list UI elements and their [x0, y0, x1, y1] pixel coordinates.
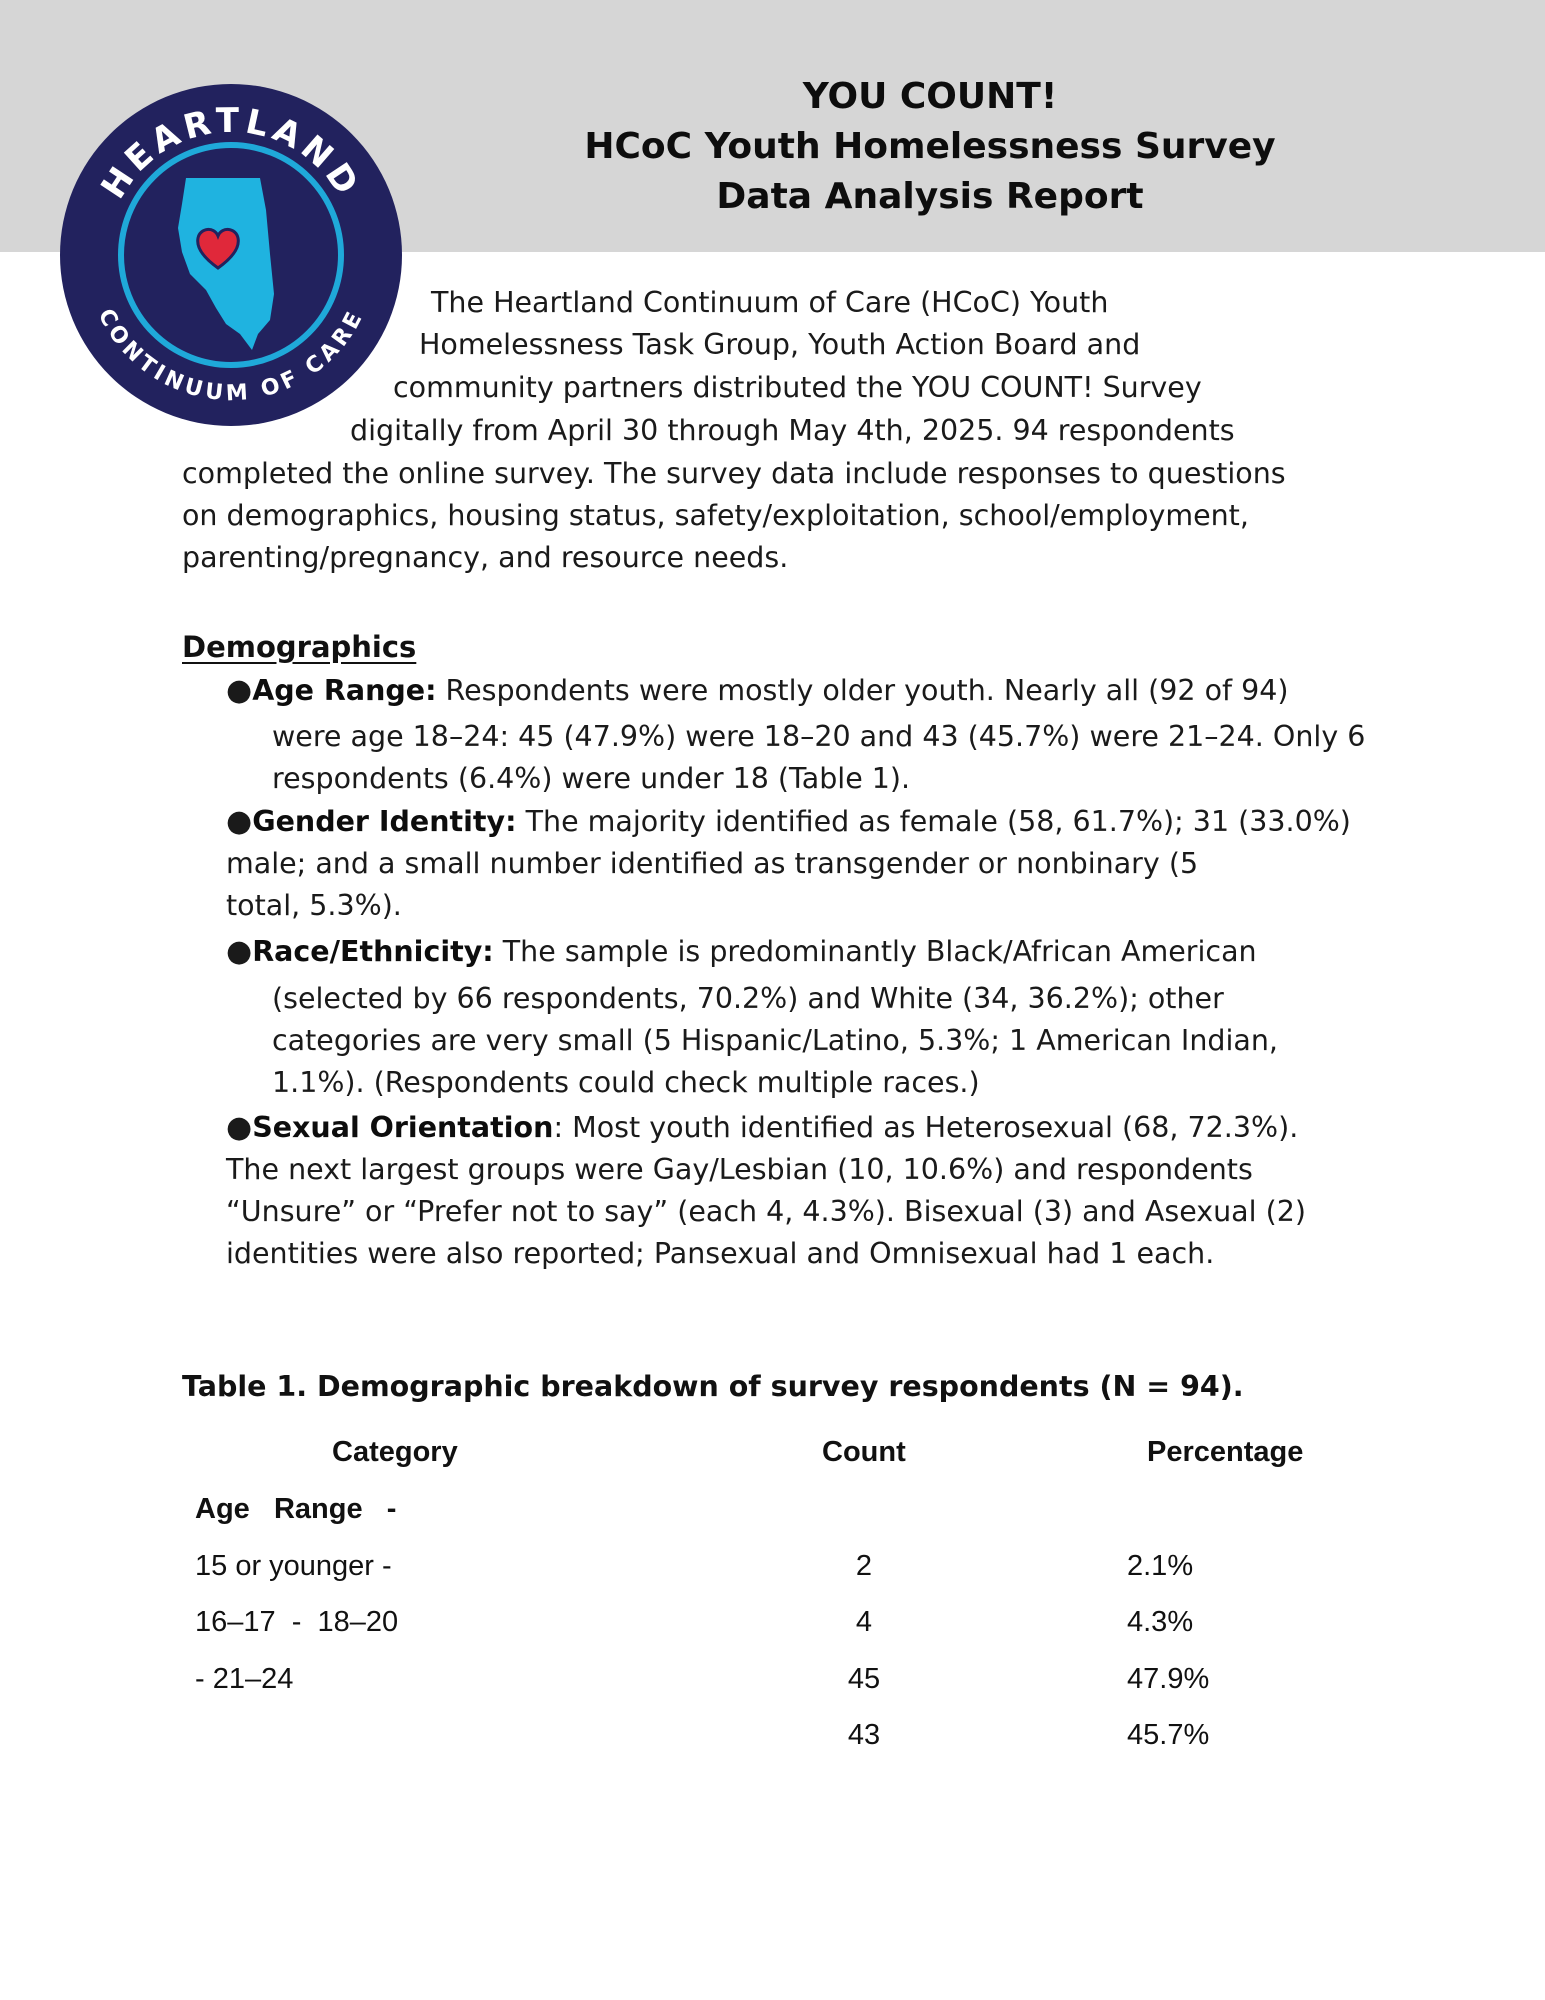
race-line: categories are very small (5 Hispanic/Latino, 5.3%; 1 American Indian, — [272, 1024, 1278, 1057]
orientation-bullet — [226, 1107, 1298, 1149]
title-line-3: Data Analysis Report — [716, 176, 1144, 217]
intro-line: community partners distributed the YOU COUNT! Survey — [393, 371, 1202, 404]
percentage-cell: 2.1% — [1127, 1550, 1194, 1582]
age-range-label: Age Range: — [252, 674, 437, 707]
intro-line: digitally from April 30 through May 4th, 2025. 94 respondents — [350, 414, 1235, 447]
title-line-2: HCoC Youth Homelessness Survey — [584, 126, 1276, 167]
bullet-icon: ● — [226, 804, 253, 839]
intro-line: on demographics, housing status, safety/exploitation, school/employment, — [182, 499, 1249, 532]
intro-line: Homelessness Task Group, Youth Action Board and — [419, 328, 1141, 361]
orientation-line: “Unsure” or “Prefer not to say” (each 4, 4.3%). Bisexual (3) and Asexual (2) — [226, 1195, 1306, 1228]
bullet-icon: ● — [226, 934, 253, 969]
percentage-cell: 47.9% — [1127, 1663, 1210, 1695]
intro-line: parenting/pregnancy, and resource needs. — [182, 541, 789, 574]
category-cell: 16–17 - 18–20 — [195, 1606, 399, 1638]
race-bullet — [226, 931, 1257, 973]
age-range-line: were age 18–24: 45 (47.9%) were 18–20 and 43 (45.7%) were 21–24. Only 6 — [272, 720, 1366, 753]
gender-line: total, 5.3%). — [226, 889, 402, 922]
intro-line: completed the online survey. The survey data include responses to questions — [182, 457, 1286, 490]
title-line-1: YOU COUNT! — [802, 76, 1058, 117]
age-range-text: Respondents were mostly older youth. Nearly all (92 of 94) — [436, 674, 1289, 707]
race-label: Race/Ethnicity: — [252, 935, 494, 968]
race-line: 1.1%). (Respondents could check multiple races.) — [272, 1066, 980, 1099]
percentage-cell: 45.7% — [1127, 1719, 1210, 1751]
table-caption: Table 1. Demographic breakdown of survey respondents (N = 94). — [182, 1370, 1244, 1403]
age-range-line: respondents (6.4%) were under 18 (Table 1). — [272, 762, 911, 795]
intro-line: The Heartland Continuum of Care (HCoC) Youth — [431, 286, 1109, 319]
logo-bottom-text: CONTINUUM OF CARE — [92, 304, 370, 407]
category-cell: 15 or younger - — [195, 1550, 392, 1582]
gender-text: The majority identified as female (58, 61.7%); 31 (33.0%) — [516, 805, 1351, 838]
demographics-heading: Demographics — [182, 630, 417, 664]
orientation-line: The next largest groups were Gay/Lesbian (10, 10.6%) and respondents — [226, 1153, 1253, 1186]
heartland-logo — [58, 82, 404, 428]
report-title — [420, 72, 1440, 222]
category-cell: - 21–24 — [195, 1663, 294, 1695]
race-text: The sample is predominantly Black/African American — [493, 935, 1257, 968]
bullet-icon: ● — [226, 1110, 253, 1145]
orientation-label: Sexual Orientation — [252, 1111, 554, 1144]
bullet-icon: ● — [226, 673, 253, 708]
orientation-line: identities were also reported; Pansexual and Omnisexual had 1 each. — [226, 1237, 1215, 1270]
race-line: (selected by 66 respondents, 70.2%) and White (34, 36.2%); other — [272, 982, 1224, 1015]
header-percentage: Percentage — [1147, 1436, 1304, 1468]
category-cell: Age Range - — [195, 1493, 397, 1525]
orientation-text: : Most youth identified as Heterosexual (68, 72.3%). — [553, 1111, 1299, 1144]
header-category: Category — [332, 1436, 458, 1468]
gender-label: Gender Identity: — [252, 805, 517, 838]
logo-top-text: HEARTLAND — [93, 100, 369, 206]
percentage-cell: 4.3% — [1127, 1606, 1194, 1638]
gender-line: male; and a small number identified as transgender or nonbinary (5 — [226, 847, 1199, 880]
age-range-bullet — [226, 670, 1289, 712]
header-count: Count — [822, 1436, 906, 1468]
gender-bullet — [226, 801, 1351, 843]
